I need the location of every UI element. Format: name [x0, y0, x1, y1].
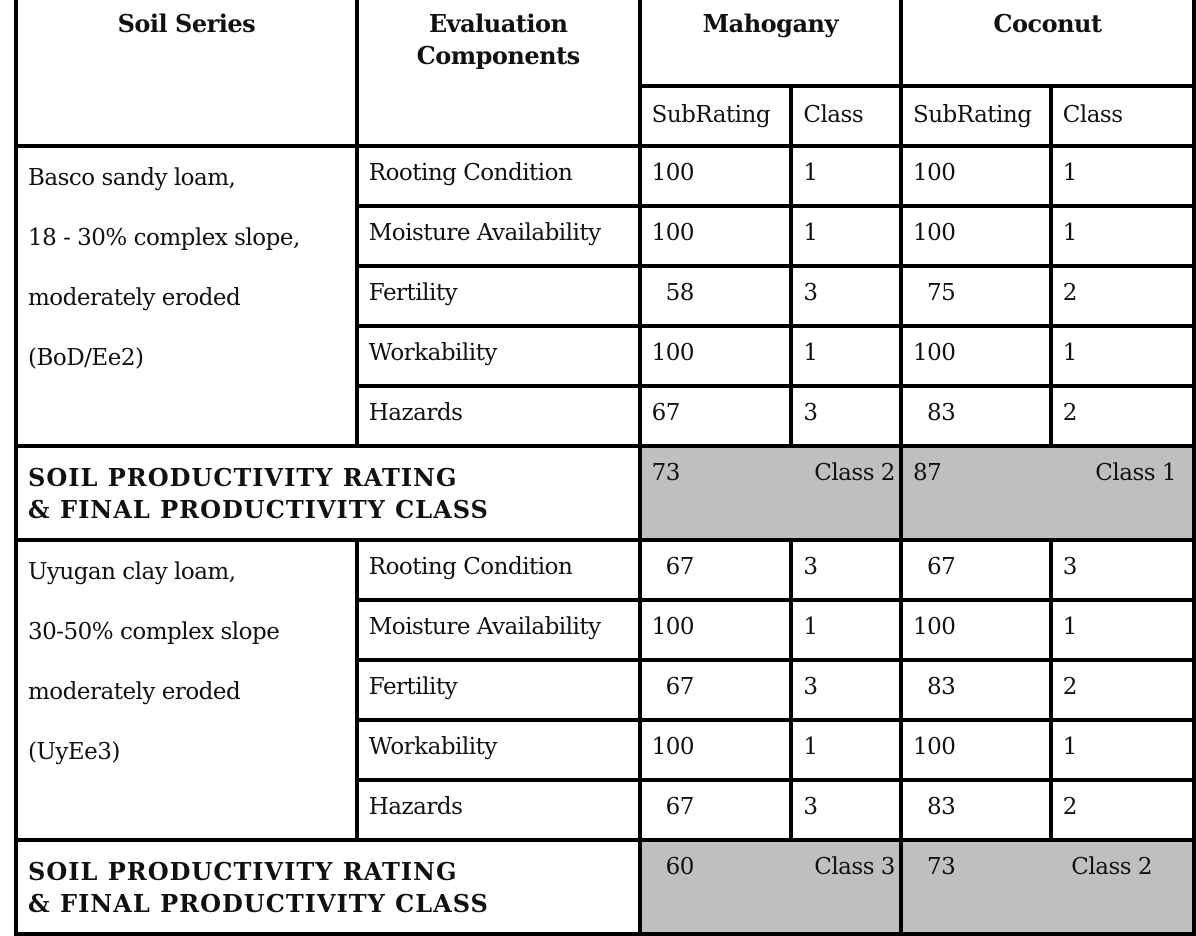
mahogany-final-class: Class 3: [814, 854, 895, 880]
subheader-mahogany-class: Class: [791, 86, 901, 146]
coconut-class: 1: [1051, 720, 1194, 780]
mahogany-subrating: 67: [640, 780, 792, 840]
series-line: (BoD/Ee2): [28, 345, 144, 371]
coconut-class: 2: [1051, 660, 1194, 720]
table-row: [16, 540, 1194, 600]
coconut-subrating: 100: [901, 326, 1051, 386]
component: Moisture Availability: [357, 206, 640, 266]
coconut-subrating: 100: [901, 206, 1051, 266]
coconut-class: 1: [1051, 146, 1194, 206]
header-evaluation-components: Evaluation Components: [357, 0, 640, 146]
mahogany-total: [640, 840, 901, 934]
mahogany-class: 3: [791, 780, 901, 840]
coconut-subrating: 100: [901, 720, 1051, 780]
mahogany-subrating: 58: [640, 266, 792, 326]
mahogany-class: 1: [791, 146, 901, 206]
subheader-coconut-subrating: SubRating: [901, 86, 1051, 146]
coconut-class: 2: [1051, 386, 1194, 446]
header-soil-series: Soil Series: [16, 0, 357, 146]
coconut-subrating: 100: [901, 146, 1051, 206]
mahogany-final-class: Class 2: [814, 460, 895, 486]
series-line: 18 - 30% complex slope,: [28, 225, 300, 251]
coconut-rating: 87: [912, 460, 942, 486]
mahogany-subrating: 100: [640, 326, 792, 386]
component: Workability: [357, 326, 640, 386]
mahogany-subrating: 100: [640, 146, 792, 206]
mahogany-subrating: 67: [640, 660, 792, 720]
coconut-final-class: Class 1: [1095, 460, 1176, 486]
coconut-class: 2: [1051, 780, 1194, 840]
coconut-class: 3: [1051, 540, 1194, 600]
series-line: moderately eroded: [28, 679, 241, 705]
component: Hazards: [357, 780, 640, 840]
soil-series-basco: [16, 146, 357, 446]
series-line: moderately eroded: [28, 285, 241, 311]
soil-productivity-table: [14, 0, 1196, 936]
series-line: Basco sandy loam,: [28, 165, 236, 191]
series-line: 30-50% complex slope: [28, 619, 280, 645]
coconut-subrating: 100: [901, 600, 1051, 660]
component: Hazards: [357, 386, 640, 446]
soil-series-uyugan: [16, 540, 357, 840]
mahogany-class: 1: [791, 720, 901, 780]
mahogany-class: 3: [791, 660, 901, 720]
mahogany-subrating: 100: [640, 720, 792, 780]
mahogany-class: 1: [791, 326, 901, 386]
coconut-class: 1: [1051, 326, 1194, 386]
productivity-rating-label: [16, 446, 640, 540]
mahogany-class: 3: [791, 266, 901, 326]
component: Rooting Condition: [357, 540, 640, 600]
mahogany-class: 1: [791, 206, 901, 266]
coconut-total: [901, 446, 1194, 540]
label-line: SOIL PRODUCTIVITY RATING: [28, 857, 458, 886]
component: Fertility: [357, 660, 640, 720]
total-row: [16, 446, 1194, 540]
mahogany-subrating: 100: [640, 206, 792, 266]
mahogany-class: 3: [791, 386, 901, 446]
coconut-class: 2: [1051, 266, 1194, 326]
mahogany-class: 3: [791, 540, 901, 600]
label-line: SOIL PRODUCTIVITY RATING: [28, 463, 458, 492]
coconut-subrating: 83: [901, 780, 1051, 840]
mahogany-rating: 73: [651, 460, 680, 486]
component: Rooting Condition: [357, 146, 640, 206]
subheader-mahogany-subrating: SubRating: [640, 86, 792, 146]
coconut-class: 1: [1051, 206, 1194, 266]
coconut-class: 1: [1051, 600, 1194, 660]
coconut-final-class: Class 2: [1071, 854, 1152, 880]
total-row: [16, 840, 1194, 934]
mahogany-subrating: 67: [640, 386, 792, 446]
header-mahogany: Mahogany: [640, 0, 901, 86]
component: Moisture Availability: [357, 600, 640, 660]
series-line: Uyugan clay loam,: [28, 559, 236, 585]
mahogany-class: 1: [791, 600, 901, 660]
mahogany-total: [640, 446, 901, 540]
mahogany-subrating: 67: [640, 540, 792, 600]
table-row: [16, 146, 1194, 206]
coconut-subrating: 67: [901, 540, 1051, 600]
subheader-coconut-class: Class: [1051, 86, 1194, 146]
coconut-total: [901, 840, 1194, 934]
mahogany-rating: 60: [665, 854, 694, 880]
series-line: (UyEe3): [28, 739, 120, 765]
component: Workability: [357, 720, 640, 780]
coconut-subrating: 83: [901, 660, 1051, 720]
productivity-rating-label: [16, 840, 640, 934]
coconut-subrating: 75: [901, 266, 1051, 326]
header-coconut: Coconut: [901, 0, 1194, 86]
coconut-rating: 73: [926, 854, 956, 880]
mahogany-subrating: 100: [640, 600, 792, 660]
label-line: & FINAL PRODUCTIVITY CLASS: [28, 495, 489, 524]
component: Fertility: [357, 266, 640, 326]
label-line: & FINAL PRODUCTIVITY CLASS: [28, 889, 489, 918]
coconut-subrating: 83: [901, 386, 1051, 446]
